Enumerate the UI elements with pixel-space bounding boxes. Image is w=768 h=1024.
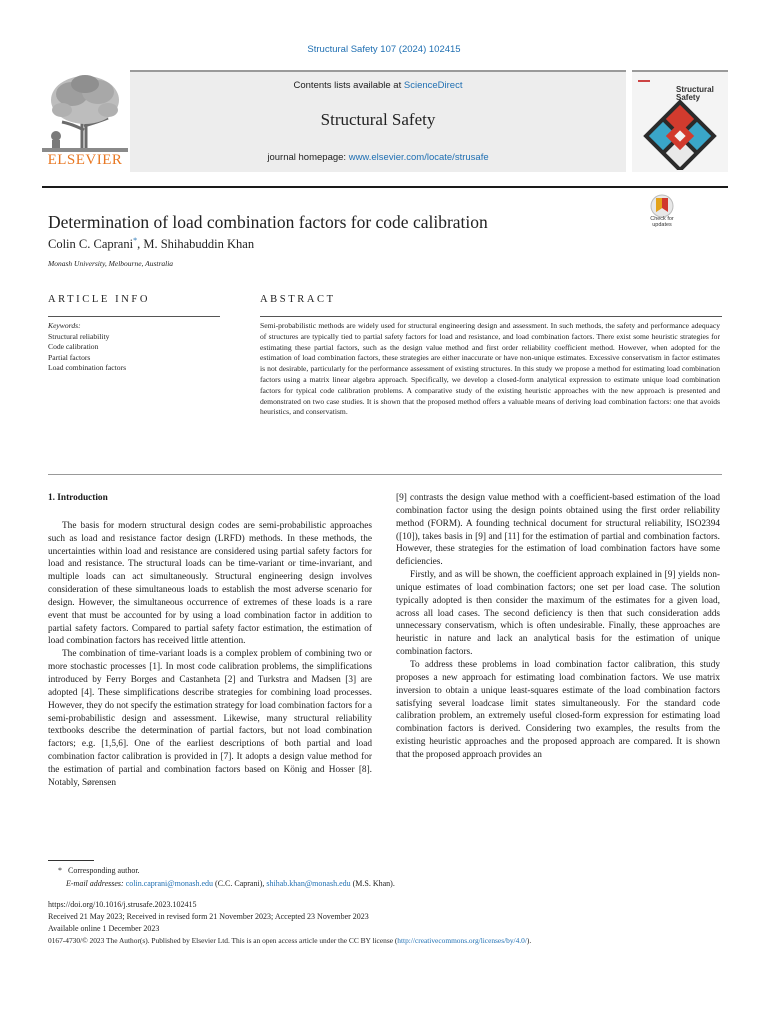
abstract-text: Semi-probabilistic methods are widely used for structural engineering design and assessment. In such methods, the safety and performance adequacy of structures are typically tied to partial safety factors for load and resistance, and load combination factors. There exist some heuristic strategies for estimating these partial factors, such as the design value method and first order reliability coefficient method. However, when adopted for the estimation of load combination factors, these strategies are either inaccurate or have non-unique estimates. Excessive conservatism in factor estimates is not desirable, particularly for the performance assessment of existing structures. In this study we propose a method for estimating load combination factors using a matrix linear algebra approach. Specifically, we develop a closed-form analytical expression to estimate unique load combination factors for typical code calibration problems. A comparative study of the existing heuristic approaches with the new approach is presented and demonstrated on two case studies. It is shown that the proposed method offers a valuable means of deriving load combination factors: one that avoids heuristics, and conservatism.	[260, 321, 720, 417]
affiliation: Monash University, Melbourne, Australia	[48, 259, 174, 268]
homepage-line	[130, 152, 626, 163]
body-paragraph: [9] contrasts the design value method with a coefficient-based estimation of the load combination factor using the design points obtained using the first order reliability method (FORM). A founding technical document for structural reliability, ISO2394 ([10]), takes basis in [9] and [11] for the estimation of partial and combination factors. However, these strategies for the estimation of load combination factors have some deficiencies.	[396, 493, 720, 568]
crossmark-label: Check for updates	[650, 216, 674, 228]
license-suffix: ).	[526, 936, 532, 945]
email-caprani-name: (C.C. Caprani),	[215, 879, 265, 888]
footnote-mark: *	[58, 866, 62, 875]
contents-line	[130, 80, 626, 91]
cover-title: Structural Safety	[676, 85, 714, 102]
email-khan-link[interactable]: shihab.khan@monash.edu	[266, 879, 351, 888]
sciencedirect-link[interactable]: ScienceDirect	[403, 80, 463, 91]
author-khan: M. Shihabuddin Khan	[143, 237, 255, 252]
abstract-rule	[260, 316, 722, 317]
license-link[interactable]: http://creativecommons.org/licenses/by/4.0/	[397, 936, 527, 945]
corresponding-footnote	[58, 866, 140, 875]
journal-name: Structural Safety	[320, 110, 436, 129]
homepage-prefix: journal homepage:	[267, 152, 347, 163]
email-khan-name: (M.S. Khan).	[352, 879, 395, 888]
abstract-heading: ABSTRACT	[260, 294, 336, 305]
elsevier-logo	[42, 70, 128, 170]
corresponding-author-mark[interactable]: *	[133, 236, 138, 245]
keyword-item: Structural reliability	[48, 331, 110, 341]
footnote-rule	[48, 860, 94, 861]
email-footnote	[66, 879, 395, 888]
check-for-updates-badge[interactable]	[646, 194, 678, 230]
article-info-heading: ARTICLE INFO	[48, 294, 151, 305]
body-paragraph: The basis for modern structural design codes are semi-probabilistic approaches such as load and resistance factor design (LRFD) methods. In these methods, the uncertainties within load and resistance are considered using partial safety factors for load and resistance. The structural loads can be time-variant or time-invariant, and multiple loads can act simultaneously. Structural engineering design involves consideration of these simultaneous loads to establish the most adverse scenario for design. However, the simultaneous occurrence of extremes of these loads is a rare event that must be accounted for by using a load combination factor in addition to partial safety factors. Compared to partial safety factor estimation, the estimation of load combination factors has received little attention.	[48, 520, 372, 647]
author-list	[48, 236, 254, 252]
journal-cover[interactable]	[632, 70, 728, 172]
contents-prefix: Contents lists available at	[293, 80, 402, 91]
homepage-link[interactable]: www.elsevier.com/locate/strusafe	[348, 152, 489, 163]
body-column-left	[48, 492, 372, 790]
elsevier-tree-icon	[42, 70, 128, 152]
section-title: 1. Introduction	[48, 493, 108, 503]
author-separator: ,	[137, 237, 144, 252]
corresponding-text: Corresponding author.	[68, 866, 140, 875]
journal-reference[interactable]: Structural Safety 107 (2024) 102415	[307, 44, 461, 55]
journal-info-box	[130, 70, 626, 172]
email-caprani-link[interactable]: colin.caprani@monash.edu	[125, 879, 214, 888]
license-text: 0167-4730/© 2023 The Author(s). Published by Elsevier Ltd. This is an open access article under the CC BY license (	[48, 936, 398, 945]
body-paragraph: To address these problems in load combination factor calibration, this study proposes a new approach for estimating load combination factors. We use matrix inversion to obtain a unique least-squares estimate of the load combination factors satisfying several loadcase limit states simultaneously. For the standard code calibration problem, an extremely useful closed-form expression for estimating load combination factors is derived. Considering two examples, the results from the existing heuristic approaches and the proposed approach are compared. It is shown that the proposed approach provides an	[396, 659, 720, 760]
author-caprani: Colin C. Caprani	[48, 237, 134, 252]
keyword-item: Load combination factors	[48, 363, 127, 373]
keyword-item: Partial factors	[48, 352, 91, 362]
body-paragraph: Firstly, and as will be shown, the coefficient approach explained in [9] yields non-unique estimates of load combination factors; one set per load case. The solution typically adopted is then consider the maximum of the estimates for a given load, across all load cases. The second deficiency is then that such consideration adds unnecessary conservatism, which is often undesirable. Finally, these approaches are heuristic in nature and lack an analytical basis for the estimation of unique combination factors.	[396, 570, 720, 658]
body-paragraph: The combination of time-variant loads is a complex problem of combining two or more stochastic processes [1]. In most code calibration problems, the simplifications introduced by Ferry Borges and Castanheta [2] and Turkstra and Madsen [3] are adopted [4]. These simplifications describe strategies for combining load processes. However, they do not specify the estimation strategy for load combination factors for a semi-probabilistic design and assessment. Likewise, many structural reliability textbooks describe the determination of partial factors, but not load combination factors; e.g. [1,5,6]. One of the earliest descriptions of both partial and load combination factor calibration is provided in [7]. It adopts a design value method for the estimation of partial and combination factors based on König and Hosser [8]. Notably, Sørensen	[48, 649, 372, 788]
doi-link[interactable]: https://doi.org/10.1016/j.strusafe.2023.102415	[48, 900, 197, 909]
keyword-item: Code calibration	[48, 342, 99, 352]
crossmark-icon	[646, 194, 678, 218]
publisher-wordmark: ELSEVIER	[47, 152, 123, 168]
journal-masthead	[42, 70, 728, 178]
masthead-rule	[42, 186, 728, 188]
article-info-rule	[48, 316, 220, 317]
received-dates: Received 21 May 2023; Received in revised form 21 November 2023; Accepted 23 November 2023	[48, 912, 369, 921]
article-title: Determination of load combination factors for code calibration	[48, 212, 488, 232]
keywords-label: Keywords:	[48, 321, 81, 330]
abstract-bottom-rule	[48, 474, 722, 475]
body-column-right	[396, 492, 720, 762]
keywords-block	[48, 321, 218, 374]
available-online: Available online 1 December 2023	[48, 924, 160, 933]
email-label: E-mail addresses:	[66, 879, 124, 888]
license-line	[48, 936, 728, 945]
